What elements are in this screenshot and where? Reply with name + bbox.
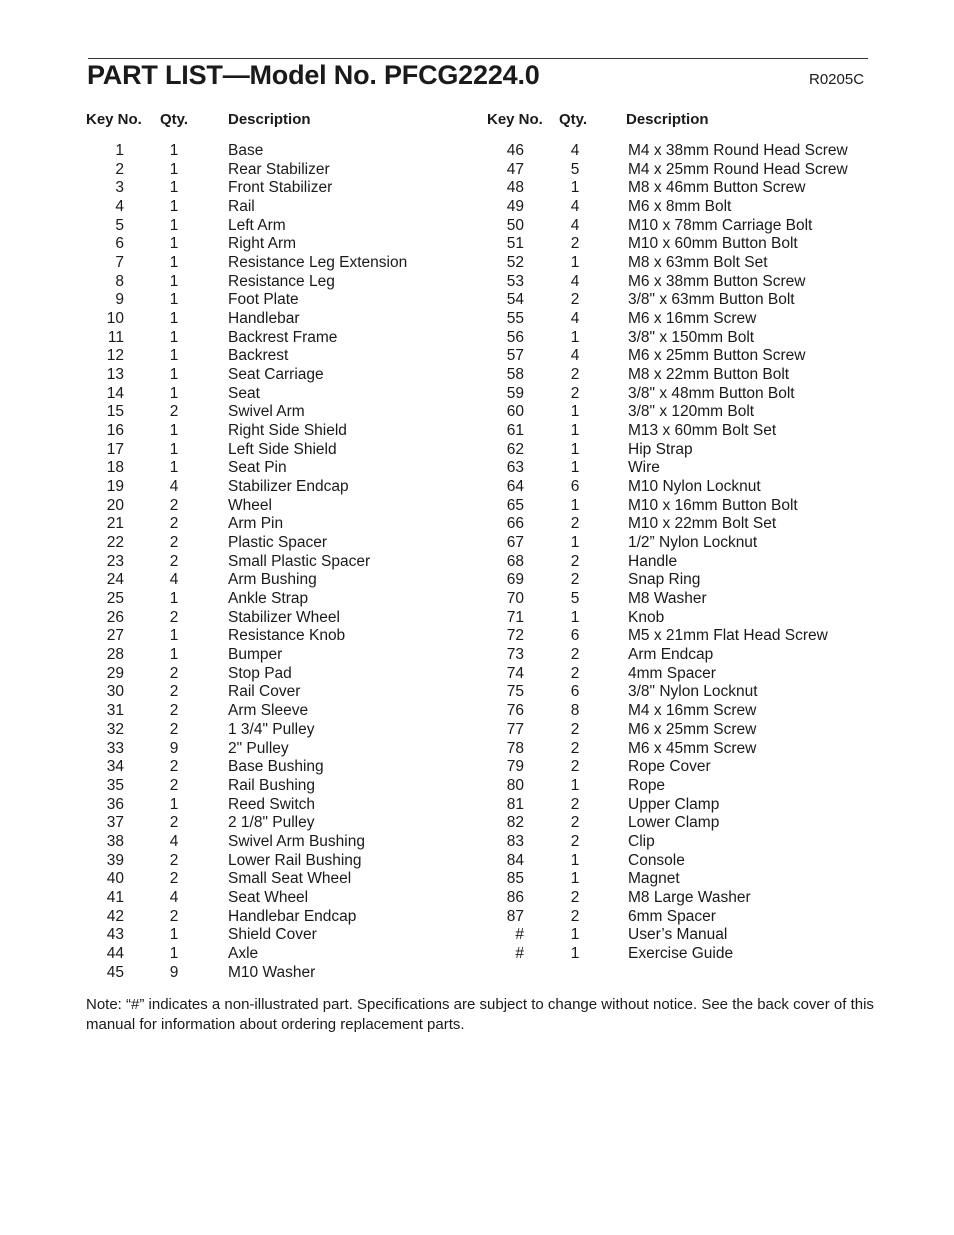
part-key-no: 52 <box>506 254 524 272</box>
part-key-no: 56 <box>506 328 524 346</box>
part-qty: 1 <box>570 534 580 552</box>
part-description: M6 x 16mm Screw <box>628 310 757 328</box>
part-description: Front Stabilizer <box>228 179 333 197</box>
header-description-left: Description <box>228 111 311 128</box>
part-key-no: 41 <box>106 888 124 906</box>
part-qty: 8 <box>570 702 580 720</box>
part-description: Swivel Arm <box>228 403 305 421</box>
header-qty-right: Qty. <box>559 111 588 128</box>
part-key-no: 49 <box>506 198 524 216</box>
part-description: M8 Washer <box>628 590 707 608</box>
part-description: Left Side Shield <box>228 440 337 458</box>
part-description: 2 1/8" Pulley <box>228 814 315 832</box>
part-key-no: 17 <box>106 440 124 458</box>
part-key-no: 74 <box>506 664 524 682</box>
part-key-no: 5 <box>115 216 124 234</box>
part-qty: 1 <box>169 198 179 216</box>
part-qty: 2 <box>169 758 179 776</box>
part-description: Swivel Arm Bushing <box>228 832 365 850</box>
part-key-no: 55 <box>506 310 524 328</box>
part-description: M8 x 22mm Button Bolt <box>628 366 790 384</box>
part-key-no: 60 <box>506 403 524 421</box>
part-key-no: 40 <box>106 870 124 888</box>
part-qty: 2 <box>169 496 179 514</box>
part-key-no: 79 <box>506 758 524 776</box>
part-qty: 1 <box>570 496 580 514</box>
part-key-no: 39 <box>106 851 124 869</box>
part-key-no: 69 <box>506 571 524 589</box>
part-qty: 1 <box>570 328 580 346</box>
part-key-no: 58 <box>506 366 524 384</box>
part-key-no: # <box>515 926 524 944</box>
part-key-no: 28 <box>106 646 124 664</box>
part-key-no: 3 <box>115 179 124 197</box>
part-qty: 1 <box>169 944 179 962</box>
part-description: Left Arm <box>228 216 286 234</box>
part-description: M6 x 45mm Screw <box>628 739 757 757</box>
part-description: M4 x 25mm Round Head Screw <box>628 160 848 178</box>
part-qty: 1 <box>570 870 580 888</box>
part-key-no: 80 <box>506 776 524 794</box>
part-qty: 1 <box>570 459 580 477</box>
part-key-no: 19 <box>106 478 124 496</box>
part-qty: 2 <box>169 608 179 626</box>
part-key-no: 54 <box>506 291 524 309</box>
part-qty: 4 <box>570 310 580 328</box>
part-key-no: 1 <box>115 142 124 159</box>
part-key-no: 43 <box>106 926 124 944</box>
part-qty: 2 <box>169 702 179 720</box>
part-key-no: 24 <box>106 571 124 589</box>
part-description: Ankle Strap <box>228 590 309 608</box>
part-key-no: 83 <box>506 832 524 850</box>
part-key-no: 82 <box>506 814 524 832</box>
part-key-no: 62 <box>506 440 524 458</box>
part-qty: 2 <box>570 515 580 533</box>
part-key-no: 68 <box>506 552 524 570</box>
part-description: 3/8" x 150mm Bolt <box>628 328 755 346</box>
part-qty: 1 <box>169 179 179 197</box>
part-key-no: 72 <box>506 627 524 645</box>
part-description: Small Plastic Spacer <box>228 552 371 570</box>
part-qty: 4 <box>570 216 580 234</box>
part-description: Backrest Frame <box>228 328 338 346</box>
part-description: M6 x 38mm Button Screw <box>628 272 806 290</box>
part-qty: 1 <box>169 926 179 944</box>
part-qty: 1 <box>169 347 179 365</box>
part-key-no: 20 <box>106 496 124 514</box>
part-qty: 1 <box>570 179 580 197</box>
part-key-no: 44 <box>106 944 124 962</box>
part-qty: 1 <box>570 944 580 962</box>
part-description: Backrest <box>228 347 289 365</box>
part-key-no: 87 <box>506 907 524 925</box>
part-qty: 1 <box>169 384 179 402</box>
part-description: M4 x 16mm Screw <box>628 702 757 720</box>
part-description: Lower Rail Bushing <box>228 851 362 869</box>
part-qty: 1 <box>169 366 179 384</box>
part-qty: 5 <box>570 160 580 178</box>
part-key-no: 51 <box>506 235 524 253</box>
part-key-no: 34 <box>106 758 124 776</box>
part-description: M6 x 25mm Screw <box>628 720 757 738</box>
part-qty: 5 <box>570 590 580 608</box>
part-qty: 2 <box>570 720 580 738</box>
part-key-no: 29 <box>106 664 124 682</box>
part-key-no: 76 <box>506 702 524 720</box>
part-description: Rope <box>628 776 666 794</box>
part-description: Seat <box>228 384 260 402</box>
part-qty: 1 <box>169 328 179 346</box>
part-description: Resistance Knob <box>228 627 346 645</box>
part-key-no: 15 <box>106 403 124 421</box>
part-description: Foot Plate <box>228 291 299 309</box>
part-key-no: 18 <box>106 459 124 477</box>
part-qty: 4 <box>169 832 179 850</box>
part-description: Reed Switch <box>228 795 316 813</box>
part-key-no: 38 <box>106 832 124 850</box>
part-key-no: 42 <box>106 907 124 925</box>
part-description: Axle <box>228 944 259 962</box>
part-description: Shield Cover <box>228 926 317 944</box>
part-description: 1/2” Nylon Locknut <box>628 534 758 552</box>
part-description: Resistance Leg <box>228 272 335 290</box>
part-description: Base Bushing <box>228 758 324 776</box>
part-key-no: 31 <box>106 702 124 720</box>
part-key-no: 36 <box>106 795 124 813</box>
part-description: Small Seat Wheel <box>228 870 352 888</box>
part-description: 6mm Spacer <box>628 907 716 925</box>
part-qty: 6 <box>570 478 580 496</box>
part-description: Bumper <box>228 646 283 664</box>
part-description: Plastic Spacer <box>228 534 328 552</box>
part-qty: 9 <box>169 739 179 757</box>
part-description: Magnet <box>628 870 680 888</box>
part-description: M13 x 60mm Bolt Set <box>628 422 777 440</box>
part-qty: 2 <box>570 907 580 925</box>
header-key-no-left: Key No. <box>86 111 142 128</box>
part-qty: 2 <box>570 664 580 682</box>
part-description: 1 3/4" Pulley <box>228 720 315 738</box>
part-qty: 1 <box>570 403 580 421</box>
part-qty: 2 <box>570 795 580 813</box>
part-qty: 1 <box>169 291 179 309</box>
part-key-no: 46 <box>506 142 524 159</box>
part-description: Snap Ring <box>628 571 701 589</box>
part-qty: 2 <box>169 552 179 570</box>
part-qty: 2 <box>169 776 179 794</box>
part-key-no: # <box>515 944 524 962</box>
part-description: Knob <box>628 608 665 626</box>
part-description: Hip Strap <box>628 440 693 458</box>
part-qty: 1 <box>169 627 179 645</box>
part-qty: 1 <box>570 440 580 458</box>
part-description: M10 Washer <box>228 963 316 981</box>
part-key-no: 35 <box>106 776 124 794</box>
part-qty: 1 <box>169 310 179 328</box>
part-qty: 4 <box>570 347 580 365</box>
part-qty: 6 <box>570 627 580 645</box>
part-qty: 2 <box>169 403 179 421</box>
part-qty: 1 <box>570 776 580 794</box>
part-qty: 2 <box>169 683 179 701</box>
part-key-no: 81 <box>506 795 524 813</box>
part-qty: 2 <box>570 814 580 832</box>
part-key-no: 66 <box>506 515 524 533</box>
part-description: Arm Pin <box>228 515 284 533</box>
part-qty: 2 <box>570 384 580 402</box>
part-description: Seat Wheel <box>228 888 309 906</box>
part-key-no: 48 <box>506 179 524 197</box>
part-key-no: 85 <box>506 870 524 888</box>
part-description: 3/8" x 63mm Button Bolt <box>628 291 795 309</box>
part-description: Handlebar Endcap <box>228 907 357 925</box>
part-description: Right Arm <box>228 235 297 253</box>
part-description: M10 x 60mm Button Bolt <box>628 235 798 253</box>
part-qty: 4 <box>169 571 179 589</box>
part-description: Base <box>228 142 264 159</box>
part-description: Seat Carriage <box>228 366 324 384</box>
part-key-no: 32 <box>106 720 124 738</box>
part-description: User’s Manual <box>628 926 728 944</box>
part-key-no: 30 <box>106 683 124 701</box>
page-title: PART LIST—Model No. PFCG2224.0 <box>87 60 540 90</box>
part-key-no: 47 <box>506 160 524 178</box>
part-description: 3/8" x 48mm Button Bolt <box>628 384 795 402</box>
document-code: R0205C <box>809 71 865 88</box>
part-description: Rope Cover <box>628 758 711 776</box>
part-description: 3/8" Nylon Locknut <box>628 683 758 701</box>
part-key-no: 11 <box>107 328 124 346</box>
part-description: M10 x 22mm Bolt Set <box>628 515 777 533</box>
top-rule <box>88 58 868 59</box>
part-qty: 2 <box>169 851 179 869</box>
part-qty: 2 <box>570 552 580 570</box>
part-description: Rail <box>228 198 255 216</box>
part-description: Arm Endcap <box>628 646 714 664</box>
part-description: Seat Pin <box>228 459 287 477</box>
header-description-right: Description <box>626 111 709 128</box>
part-qty: 1 <box>570 851 580 869</box>
part-key-no: 21 <box>106 515 124 533</box>
part-qty: 1 <box>169 216 179 234</box>
part-description: M4 x 38mm Round Head Screw <box>628 142 848 159</box>
part-description: Clip <box>628 832 655 850</box>
footnote: Note: “#” indicates a non-illustrated part. Specifications are subject to change without notice. See the back cover of this manual for information about ordering replacement parts. <box>86 996 874 1033</box>
part-key-no: 84 <box>506 851 524 869</box>
header-qty-left: Qty. <box>160 111 189 128</box>
part-qty: 4 <box>570 142 580 159</box>
part-key-no: 2 <box>115 160 124 178</box>
part-description: Rail Cover <box>228 683 301 701</box>
part-qty: 1 <box>570 422 580 440</box>
part-key-no: 57 <box>506 347 524 365</box>
part-qty: 6 <box>570 683 580 701</box>
part-key-no: 61 <box>506 422 524 440</box>
part-key-no: 59 <box>506 384 524 402</box>
part-key-no: 71 <box>506 608 524 626</box>
part-qty: 1 <box>169 142 179 159</box>
part-qty: 2 <box>570 291 580 309</box>
part-description: Console <box>628 851 685 869</box>
part-key-no: 13 <box>106 366 124 384</box>
part-description: M8 Large Washer <box>628 888 751 906</box>
part-qty: 1 <box>169 160 179 178</box>
part-qty: 1 <box>169 272 179 290</box>
part-key-no: 25 <box>106 590 124 608</box>
part-qty: 2 <box>169 534 179 552</box>
part-key-no: 22 <box>106 534 124 552</box>
part-qty: 1 <box>570 608 580 626</box>
part-description: M6 x 25mm Button Screw <box>628 347 806 365</box>
part-qty: 2 <box>570 235 580 253</box>
part-key-no: 70 <box>506 590 524 608</box>
part-description: 2" Pulley <box>228 739 289 757</box>
part-key-no: 63 <box>506 459 524 477</box>
part-key-no: 86 <box>506 888 524 906</box>
part-qty: 4 <box>169 478 179 496</box>
part-qty: 2 <box>570 739 580 757</box>
part-key-no: 4 <box>115 198 124 216</box>
part-description: M5 x 21mm Flat Head Screw <box>628 627 828 645</box>
part-description: Rear Stabilizer <box>228 160 330 178</box>
part-description: Stop Pad <box>228 664 292 682</box>
part-key-no: 10 <box>106 310 124 328</box>
part-qty: 4 <box>169 888 179 906</box>
part-description: Resistance Leg Extension <box>228 254 408 272</box>
part-qty: 9 <box>169 963 179 981</box>
part-key-no: 7 <box>115 254 124 272</box>
part-key-no: 27 <box>106 627 124 645</box>
part-key-no: 65 <box>506 496 524 514</box>
part-qty: 2 <box>570 571 580 589</box>
part-description: M10 x 78mm Carriage Bolt <box>628 216 813 234</box>
part-description: Wheel <box>228 496 272 514</box>
part-description: Stabilizer Wheel <box>228 608 340 626</box>
part-description: 3/8" x 120mm Bolt <box>628 403 755 421</box>
part-qty: 1 <box>570 254 580 272</box>
part-key-no: 16 <box>106 422 124 440</box>
part-key-no: 6 <box>115 235 124 253</box>
part-qty: 1 <box>169 459 179 477</box>
part-description: Stabilizer Endcap <box>228 478 349 496</box>
part-description: Right Side Shield <box>228 422 347 440</box>
part-qty: 4 <box>570 198 580 216</box>
part-qty: 1 <box>169 235 179 253</box>
part-qty: 1 <box>169 646 179 664</box>
part-description: Handlebar <box>228 310 300 328</box>
part-key-no: 9 <box>115 291 124 309</box>
part-qty: 2 <box>169 720 179 738</box>
part-description: Arm Sleeve <box>228 702 309 720</box>
part-key-no: 53 <box>506 272 524 290</box>
part-description: Lower Clamp <box>628 814 720 832</box>
part-description: Arm Bushing <box>228 571 317 589</box>
part-qty: 1 <box>169 795 179 813</box>
part-key-no: 67 <box>506 534 524 552</box>
part-key-no: 75 <box>506 683 524 701</box>
part-key-no: 8 <box>115 272 124 290</box>
part-qty: 2 <box>570 832 580 850</box>
part-qty: 2 <box>169 907 179 925</box>
part-qty: 2 <box>169 814 179 832</box>
part-description: Exercise Guide <box>628 944 734 962</box>
part-qty: 2 <box>570 366 580 384</box>
part-key-no: 23 <box>106 552 124 570</box>
part-key-no: 78 <box>506 739 524 757</box>
part-qty: 2 <box>570 646 580 664</box>
part-key-no: 12 <box>106 347 124 365</box>
part-description: Handle <box>628 552 678 570</box>
part-description: Wire <box>628 459 660 477</box>
part-description: M6 x 8mm Bolt <box>628 198 732 216</box>
part-description: M8 x 46mm Button Screw <box>628 179 806 197</box>
part-key-no: 37 <box>106 814 124 832</box>
part-qty: 2 <box>169 515 179 533</box>
part-description: Upper Clamp <box>628 795 720 813</box>
part-qty: 1 <box>169 440 179 458</box>
part-qty: 1 <box>570 926 580 944</box>
part-description: 4mm Spacer <box>628 664 716 682</box>
part-qty: 2 <box>169 870 179 888</box>
part-qty: 1 <box>169 254 179 272</box>
part-key-no: 14 <box>106 384 124 402</box>
part-key-no: 33 <box>106 739 124 757</box>
part-qty: 2 <box>570 758 580 776</box>
part-key-no: 45 <box>106 963 124 981</box>
part-qty: 1 <box>169 590 179 608</box>
part-key-no: 73 <box>506 646 524 664</box>
part-key-no: 64 <box>506 478 524 496</box>
part-qty: 1 <box>169 422 179 440</box>
part-description: M10 x 16mm Button Bolt <box>628 496 798 514</box>
header-key-no-right: Key No. <box>487 111 543 128</box>
part-description: Rail Bushing <box>228 776 316 794</box>
part-key-no: 26 <box>106 608 124 626</box>
part-qty: 2 <box>570 888 580 906</box>
part-key-no: 77 <box>506 720 524 738</box>
part-description: M10 Nylon Locknut <box>628 478 761 496</box>
part-key-no: 50 <box>506 216 524 234</box>
part-description: M8 x 63mm Bolt Set <box>628 254 768 272</box>
part-qty: 4 <box>570 272 580 290</box>
part-qty: 2 <box>169 664 179 682</box>
